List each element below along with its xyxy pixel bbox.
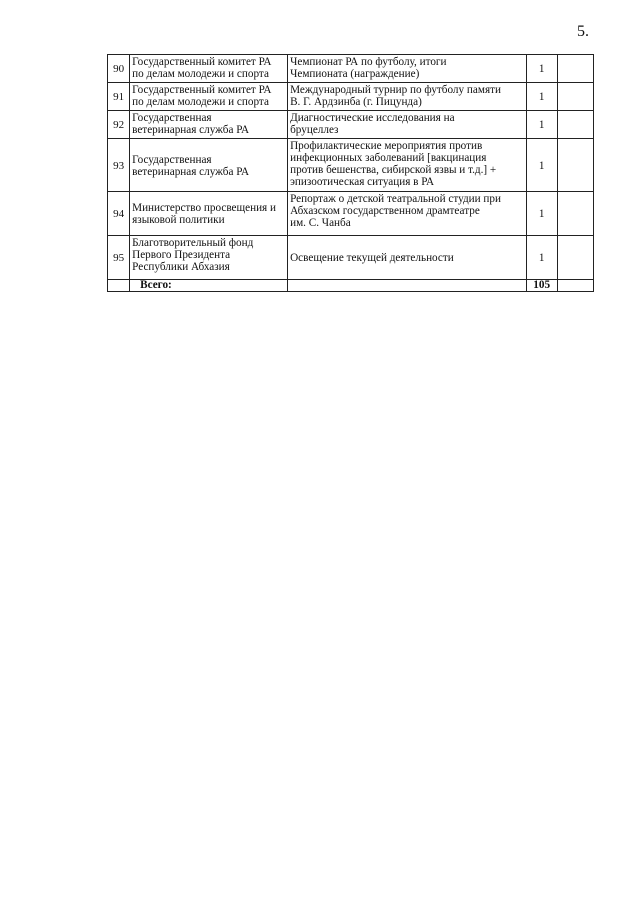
- organization-line: по делам молодежи и спорта: [132, 96, 269, 108]
- organization-cell: [130, 192, 288, 236]
- organization-line: Государственная: [132, 112, 212, 124]
- table-row: [108, 192, 594, 236]
- table-row: [108, 111, 594, 139]
- description-line: Международный турнир по футболу памяти: [290, 84, 501, 96]
- table-row: [108, 55, 594, 83]
- total-empty-cell: [557, 280, 593, 292]
- description-line: В. Г. Ардзинба (г. Пицунда): [290, 96, 422, 108]
- quantity-cell: 1: [526, 139, 557, 192]
- extra-cell: [557, 111, 593, 139]
- organization-line: Министерство просвещения и: [132, 202, 276, 214]
- organization-cell: [130, 55, 288, 83]
- organization-line: по делам молодежи и спорта: [132, 68, 269, 80]
- organization-cell: [130, 139, 288, 192]
- row-number: 94: [108, 192, 130, 236]
- description-line: бруцеллез: [290, 124, 339, 136]
- total-value: 105: [526, 280, 557, 292]
- quantity-cell: 1: [526, 83, 557, 111]
- description-cell: [288, 139, 526, 192]
- extra-cell: [557, 236, 593, 280]
- row-number: 93: [108, 139, 130, 192]
- extra-cell: [557, 83, 593, 111]
- description-cell: [288, 83, 526, 111]
- description-line: Чемпионат РА по футболу, итоги: [290, 56, 447, 68]
- total-empty-cell: [108, 280, 130, 292]
- organization-line: Государственный комитет РА: [132, 84, 272, 96]
- organization-line: языковой политики: [132, 214, 225, 226]
- row-number: 91: [108, 83, 130, 111]
- organization-line: ветеринарная служба РА: [132, 124, 250, 136]
- quantity-cell: 1: [526, 192, 557, 236]
- table-row: [108, 139, 594, 192]
- broadcast-table: [107, 54, 594, 292]
- description-cell: [288, 111, 526, 139]
- total-row: [108, 280, 594, 292]
- row-number: 90: [108, 55, 130, 83]
- quantity-cell: 1: [526, 111, 557, 139]
- table-row: [108, 83, 594, 111]
- organization-line: Республики Абхазия: [132, 261, 230, 273]
- description-cell: [288, 236, 526, 280]
- organization-line: Первого Президента: [132, 249, 231, 261]
- total-empty-cell: [288, 280, 526, 292]
- row-number: 92: [108, 111, 130, 139]
- description-line: Профилактические мероприятия против: [290, 140, 483, 152]
- organization-line: ветеринарная служба РА: [132, 165, 250, 178]
- extra-cell: [557, 192, 593, 236]
- organization-line: Государственная: [132, 153, 212, 166]
- description-line: инфекционных заболеваний [вакцинация: [290, 152, 487, 164]
- description-line: Абхазском государственном драмтеатре: [290, 205, 480, 217]
- description-line: им. С. Чанба: [290, 217, 351, 229]
- extra-cell: [557, 139, 593, 192]
- row-number: 95: [108, 236, 130, 280]
- extra-cell: [557, 55, 593, 83]
- page-number: 5.: [577, 23, 589, 40]
- organization-cell: [130, 111, 288, 139]
- description-cell: [288, 55, 526, 83]
- organization-line: Государственный комитет РА: [132, 56, 272, 68]
- description-line: против бешенства, сибирской язвы и т.д.] +: [290, 164, 497, 176]
- description-line: эпизоотическая ситуация в РА: [290, 176, 435, 188]
- description-line: Репортаж о детской театральной студии при: [290, 193, 501, 205]
- organization-cell: [130, 83, 288, 111]
- organization-line: Благотворительный фонд: [132, 237, 254, 249]
- total-label: Всего:: [130, 280, 288, 292]
- quantity-cell: 1: [526, 55, 557, 83]
- description-cell: [288, 192, 526, 236]
- table-row: [108, 236, 594, 280]
- description-line: Чемпионата (награждение): [290, 68, 420, 80]
- quantity-cell: 1: [526, 236, 557, 280]
- description-line: Освещение текущей деятельности: [290, 252, 454, 264]
- description-line: Диагностические исследования на: [290, 112, 455, 124]
- organization-cell: [130, 236, 288, 280]
